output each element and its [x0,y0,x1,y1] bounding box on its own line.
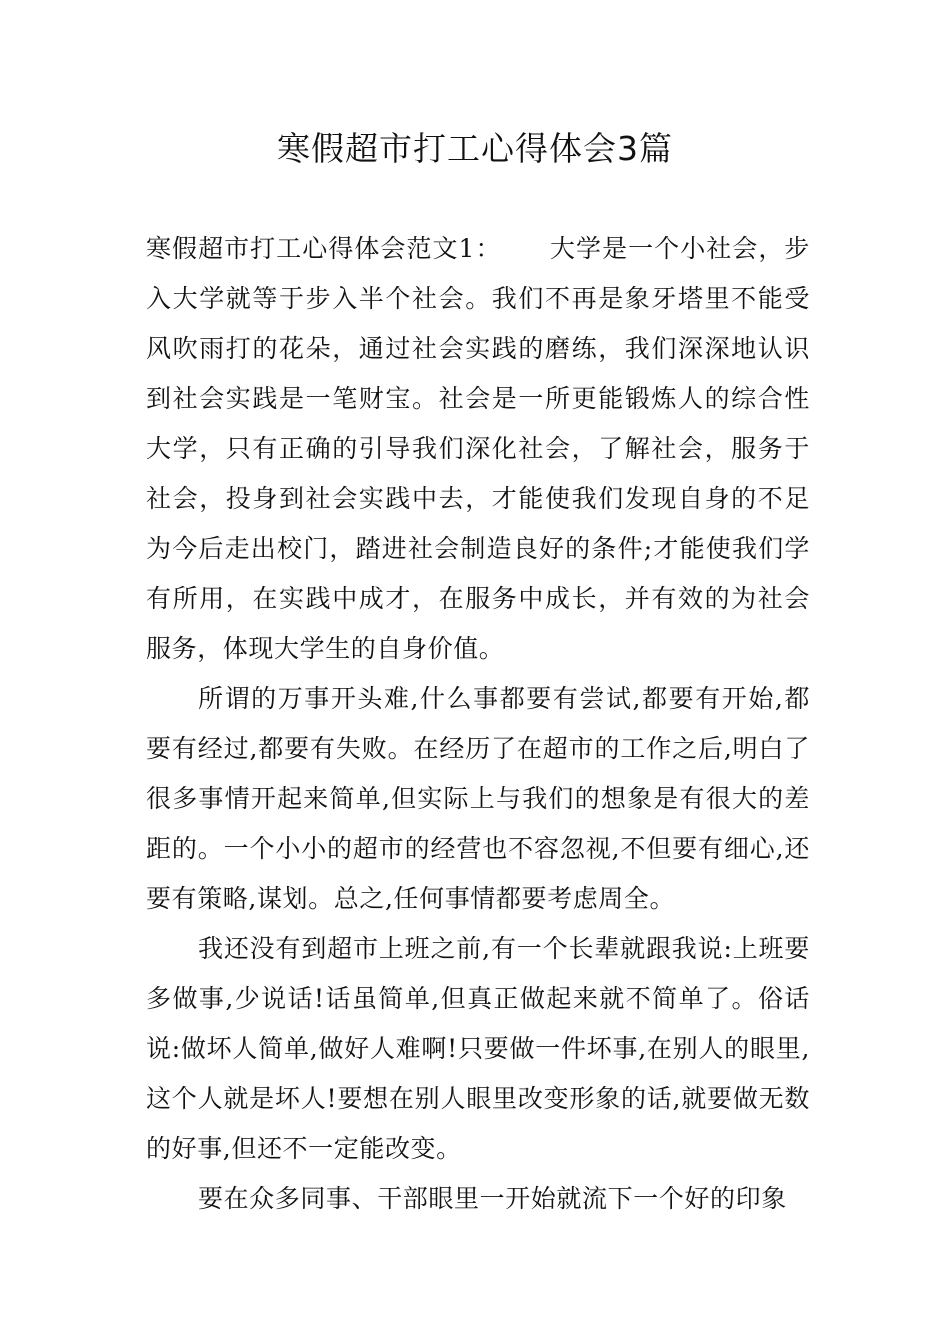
paragraph-1-text: 大学是一个小社会，步入大学就等于步入半个社会。我们不再是象牙塔里不能受风吹雨打的花朵，通过社会实践的磨练，我们深深地认识到社会实践是一笔财宝。社会是一所更能锻炼人的综合性大学，只有正确的引导我们深化社会，了解社会，服务于社会，投身到社会实践中去，才能使我们发现自身的不足为今后走出校门，踏进社会制造良好的条件;才能使我们学有所用，在实践中成才，在服务中成长，并有效的为社会服务，体现大学生的自身价值。 [146,234,810,663]
paragraph-1 [146,224,810,674]
lead-label: 寒假超市打工心得体会范文1： [146,234,502,263]
paragraph-2: 所谓的万事开头难,什么事都要有尝试,都要有开始,都要有经过,都要有失败。在经历了在超市的工作之后,明白了很多事情开起来简单,但实际上与我们的想象是有很大的差距的。一个小小的超市的经营也不容忽视,不但要有细心,还要有策略,谋划。总之,任何事情都要考虑周全。 [146,684,810,913]
paragraph-4: 要在众多同事、干部眼里一开始就流下一个好的印象 [198,1184,787,1213]
document-body [146,224,810,1224]
document-title: 寒假超市打工心得体会3篇 [277,129,673,168]
paragraph-3: 我还没有到超市上班之前,有一个长辈就跟我说:上班要多做事,少说话!话虽简单,但真正做起来就不简单了。俗话说:做坏人简单,做好人难啊!只要做一件坏事,在别人的眼里,这个人就是坏人!要想在别人眼里改变形象的话,就要做无数的好事,但还不一定能改变。 [146,934,810,1163]
